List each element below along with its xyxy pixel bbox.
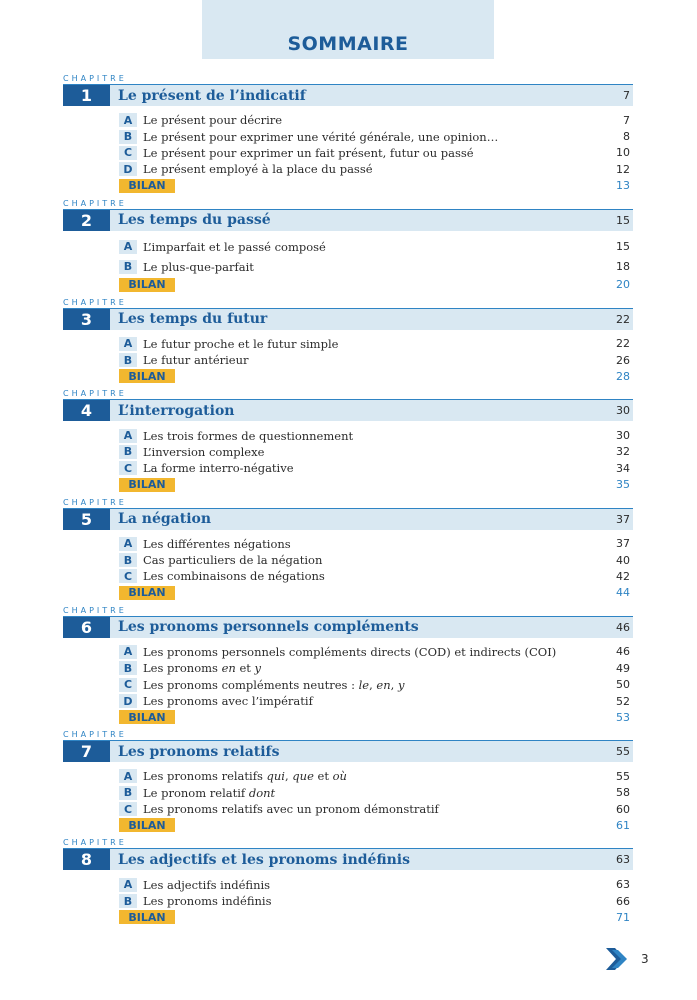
section-list [63, 870, 633, 929]
section-page: 10 [616, 146, 630, 160]
section-title: Le présent pour décrire [143, 113, 283, 128]
bilan-page: 13 [616, 179, 630, 193]
section-item[interactable] [119, 444, 633, 460]
section-title [143, 769, 593, 783]
section-item[interactable] [119, 552, 633, 568]
section-title-part: qui [266, 769, 285, 784]
section-page: 26 [616, 353, 630, 367]
bilan-badge: BILAN [119, 586, 175, 600]
section-title: Les pronoms avec l’impératif [143, 694, 313, 709]
section-title-part: en [376, 677, 391, 692]
section-letter: B [119, 353, 137, 367]
chapter-page: 7 [623, 89, 630, 102]
section-page: 55 [616, 769, 630, 783]
section-letter: D [119, 694, 137, 708]
section-list [63, 231, 633, 297]
chapter-label: CHAPITRE [63, 389, 127, 399]
chapter-label: CHAPITRE [63, 297, 127, 307]
chapter-page: 55 [616, 745, 630, 759]
section-title [143, 661, 593, 675]
bilan-row[interactable] [119, 585, 633, 601]
section-page: 46 [616, 645, 630, 659]
section-letter: A [119, 645, 137, 659]
section-letter: A [119, 878, 137, 892]
chapter-label: CHAPITRE [63, 730, 127, 740]
section-title: Le plus-que-parfait [143, 259, 254, 274]
chapter-label: CHAPITRE [63, 198, 127, 208]
chapter-label: CHAPITRE [63, 497, 127, 507]
section-page: 42 [616, 569, 630, 583]
section-title-part: et [235, 661, 255, 676]
section-list [63, 638, 633, 730]
chapter-page: 22 [616, 312, 630, 326]
chapter-label: CHAPITRE [63, 605, 127, 615]
section-title: L’imparfait et le passé composé [143, 239, 326, 254]
section-page: 37 [616, 537, 630, 551]
section-page: 66 [616, 894, 630, 908]
section-letter: B [119, 661, 137, 675]
chapter-title: La négation [118, 511, 212, 528]
page-number: 3 [641, 952, 649, 966]
bilan-row[interactable] [119, 477, 633, 493]
section-item[interactable] [119, 676, 633, 692]
section-page: 7 [623, 113, 630, 127]
section-letter: B [119, 553, 137, 567]
section-letter: B [119, 260, 137, 274]
chapter-label: CHAPITRE [63, 838, 127, 848]
bilan-row[interactable] [119, 909, 633, 925]
section-item[interactable] [119, 257, 633, 277]
section-item[interactable] [119, 336, 633, 352]
chapter-header[interactable] [63, 740, 633, 762]
title-box [202, 0, 494, 59]
chapter-2 [63, 198, 633, 297]
chapter-header[interactable] [63, 508, 633, 530]
section-title: Les adjectifs indéfinis [143, 877, 271, 892]
bilan-badge: BILAN [119, 710, 175, 724]
section-title-part: , [284, 769, 293, 784]
section-letter: A [119, 769, 137, 783]
section-title: Le présent pour exprimer une vérité générale, une opinion… [143, 129, 499, 144]
bilan-page: 61 [616, 818, 630, 832]
section-page: 63 [616, 878, 630, 892]
section-title [143, 786, 593, 800]
bilan-page: 28 [616, 369, 630, 383]
chapter-title: Les temps du futur [118, 311, 268, 328]
chapter-page: 63 [616, 853, 630, 867]
bilan-page: 44 [616, 586, 630, 600]
section-title: Les différentes négations [143, 536, 291, 551]
chapter-number: 4 [63, 400, 110, 421]
section-item[interactable] [119, 145, 633, 161]
chapter-header[interactable] [63, 209, 633, 231]
section-title-part: Les pronoms compléments neutres : [143, 677, 359, 692]
section-page: 34 [616, 461, 630, 475]
section-list [63, 330, 633, 389]
section-list [63, 530, 633, 605]
chapter-number: 5 [63, 509, 110, 530]
chapter-7 [63, 729, 633, 837]
chapter-label: CHAPITRE [63, 74, 127, 83]
chapter-1 [63, 73, 633, 198]
section-letter: C [119, 569, 137, 583]
bilan-page: 20 [616, 278, 630, 292]
section-item[interactable] [119, 660, 633, 676]
section-letter: C [119, 802, 137, 816]
section-title-part: Les pronoms [143, 661, 222, 676]
chapter-title: Les adjectifs et les pronoms indéfinis [118, 851, 410, 868]
chapter-page: 46 [616, 620, 630, 634]
chapter-5 [63, 497, 633, 605]
chapter-number: 1 [63, 85, 110, 106]
section-title-part: , [369, 677, 377, 692]
section-letter: A [119, 429, 137, 443]
section-letter: C [119, 461, 137, 475]
chapter-header[interactable] [63, 308, 633, 330]
chapter-3 [63, 297, 633, 389]
section-letter: C [119, 678, 137, 692]
section-title: Le futur proche et le futur simple [143, 336, 339, 351]
section-item[interactable] [119, 893, 633, 909]
bilan-row[interactable] [119, 178, 633, 194]
section-title-part: et [313, 769, 333, 784]
page-title: SOMMAIRE [287, 33, 409, 55]
bilan-badge: BILAN [119, 369, 175, 383]
chapter-title: L’interrogation [118, 402, 235, 419]
chapter-header[interactable] [63, 848, 633, 870]
section-letter: B [119, 130, 137, 144]
section-item[interactable] [119, 785, 633, 801]
chapter-page: 30 [616, 404, 630, 418]
section-item[interactable] [119, 693, 633, 709]
section-title: Les pronoms relatifs avec un pronom démonstratif [143, 802, 439, 817]
section-title [143, 678, 593, 692]
section-letter: B [119, 894, 137, 908]
section-letter: B [119, 445, 137, 459]
section-item[interactable] [119, 112, 633, 128]
section-page: 58 [616, 786, 630, 800]
section-page: 18 [616, 260, 630, 274]
section-title-part: Les pronoms relatifs [143, 769, 267, 784]
section-title-part: y [254, 661, 262, 676]
bilan-badge: BILAN [119, 478, 175, 492]
section-page: 8 [623, 130, 630, 144]
section-item[interactable] [119, 161, 633, 177]
section-item[interactable] [119, 768, 633, 784]
chapter-page: 37 [616, 512, 630, 526]
section-page: 60 [616, 802, 630, 816]
chapter-title: Le présent de l’indicatif [118, 87, 306, 104]
bilan-badge: BILAN [119, 278, 175, 292]
section-item[interactable] [119, 352, 633, 368]
section-letter: D [119, 162, 137, 176]
section-list [63, 421, 633, 496]
section-title-part: , [390, 677, 398, 692]
bilan-row[interactable] [119, 817, 633, 833]
bilan-badge: BILAN [119, 818, 175, 832]
section-item[interactable] [119, 237, 633, 257]
section-list [63, 762, 633, 837]
section-title-part: en [221, 661, 236, 676]
section-list [63, 106, 633, 198]
section-page: 22 [616, 337, 630, 351]
section-item[interactable] [119, 876, 633, 892]
section-title: Le présent pour exprimer un fait présent, futur ou passé [143, 145, 474, 160]
chevron-right-icon [606, 948, 630, 970]
section-letter: B [119, 786, 137, 800]
section-title-part: dont [248, 785, 276, 800]
section-page: 12 [616, 162, 630, 176]
section-page: 40 [616, 553, 630, 567]
table-of-contents [63, 73, 633, 929]
bilan-page: 35 [616, 478, 630, 492]
section-title: Les pronoms indéfinis [143, 894, 272, 908]
chapter-8 [63, 837, 633, 929]
section-title: Les trois formes de questionnement [143, 428, 354, 443]
bilan-page: 71 [616, 910, 630, 924]
bilan-badge: BILAN [119, 910, 175, 924]
section-title-part: que [292, 769, 314, 784]
chapter-header[interactable] [63, 399, 633, 421]
bilan-row[interactable] [119, 277, 633, 293]
chapter-page: 15 [616, 213, 630, 227]
bilan-page: 53 [616, 710, 630, 724]
section-letter: A [119, 537, 137, 551]
section-item[interactable] [119, 427, 633, 443]
chapter-header[interactable] [63, 616, 633, 638]
section-letter: A [119, 337, 137, 351]
chapter-number: 3 [63, 309, 110, 330]
section-page: 52 [616, 694, 630, 708]
section-letter: C [119, 146, 137, 160]
section-letter: A [119, 240, 137, 254]
chapter-number: 2 [63, 210, 110, 231]
section-title: La forme interro-négative [143, 461, 294, 476]
section-title: Le futur antérieur [143, 353, 249, 368]
bilan-row[interactable] [119, 709, 633, 725]
section-title-part: Le pronom relatif [143, 785, 249, 800]
chapter-title: Les temps du passé [118, 212, 271, 229]
section-title-part: le [358, 677, 370, 692]
section-item[interactable] [119, 568, 633, 584]
section-page: 50 [616, 678, 630, 692]
section-page: 30 [616, 429, 630, 443]
chapter-6 [63, 605, 633, 730]
section-page: 49 [616, 661, 630, 675]
chapter-number: 7 [63, 741, 110, 762]
chapter-header[interactable] [63, 84, 633, 106]
section-title-part: y [397, 677, 405, 692]
section-title: Les pronoms personnels compléments directs (COD) et indirects (COI) [143, 644, 557, 659]
section-item[interactable] [119, 536, 633, 552]
bilan-row[interactable] [119, 368, 633, 384]
section-title: Le présent employé à la place du passé [143, 162, 373, 177]
section-title: Les combinaisons de négations [143, 569, 325, 584]
chapter-title: Les pronoms relatifs [118, 743, 280, 760]
chapter-4 [63, 388, 633, 496]
section-title-part: où [332, 769, 347, 784]
section-item[interactable] [119, 128, 633, 144]
section-title: Cas particuliers de la négation [143, 553, 323, 568]
chapter-number: 8 [63, 849, 110, 870]
section-title: L’inversion complexe [143, 444, 265, 459]
section-item[interactable] [119, 801, 633, 817]
section-item[interactable] [119, 644, 633, 660]
section-letter: A [119, 113, 137, 127]
section-page: 15 [616, 240, 630, 254]
chapter-title: Les pronoms personnels compléments [118, 619, 419, 636]
section-item[interactable] [119, 460, 633, 476]
bilan-badge: BILAN [119, 179, 175, 193]
section-page: 32 [616, 445, 630, 459]
chapter-number: 6 [63, 617, 110, 638]
